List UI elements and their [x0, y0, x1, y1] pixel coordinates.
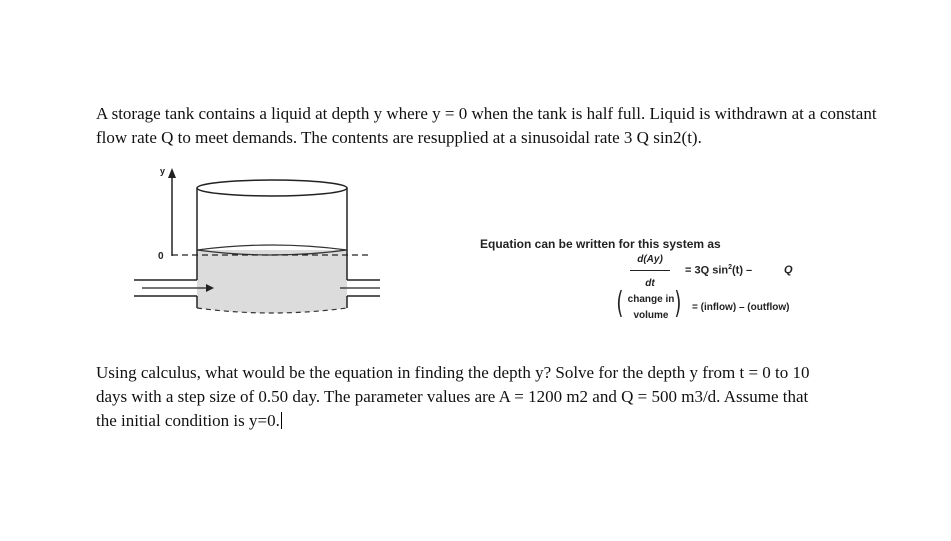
liquid-fill [197, 250, 347, 313]
equation-rhs: = 3Q $\sin^2(t)$ – [685, 264, 753, 277]
right-paren: ) [674, 286, 682, 321]
tank-diagram [120, 158, 380, 328]
equation-q-term: Q [784, 264, 793, 276]
left-paren: ( [616, 286, 624, 321]
volume-label: volume [633, 310, 669, 321]
equation-intro: Equation can be written for this system as [480, 237, 721, 251]
fraction-denominator: dt [645, 278, 655, 289]
tank-diagram-svg [120, 158, 380, 328]
question-text[interactable]: Using calculus, what would be the equation in finding the depth y? Solve for the depth y from t = 0 to 10 days with a step size of 0.50 day. The parameter values are A = 1200 m2 and Q = 500 m3/d. Assume that the initial condition is y=0. [96, 363, 810, 430]
y-axis-label: y [160, 166, 166, 176]
zero-label: 0 [158, 251, 164, 262]
fraction-bar [630, 270, 670, 271]
equation-block [470, 232, 830, 332]
change-in-label: change in [627, 294, 675, 305]
tank-top-rim [197, 180, 347, 196]
text-cursor [281, 412, 282, 429]
inflow-outflow-label: = (inflow) – (outflow) [692, 302, 790, 313]
fraction-numerator: d(Ay) [637, 254, 663, 265]
problem-intro-text: A storage tank contains a liquid at depth y where y = 0 when the tank is half full. Liquid is withdrawn at a constant flow rate Q to meet demands. The contents are resupplied at a sinusoidal rate 3 Q sin2(t). [96, 104, 877, 147]
